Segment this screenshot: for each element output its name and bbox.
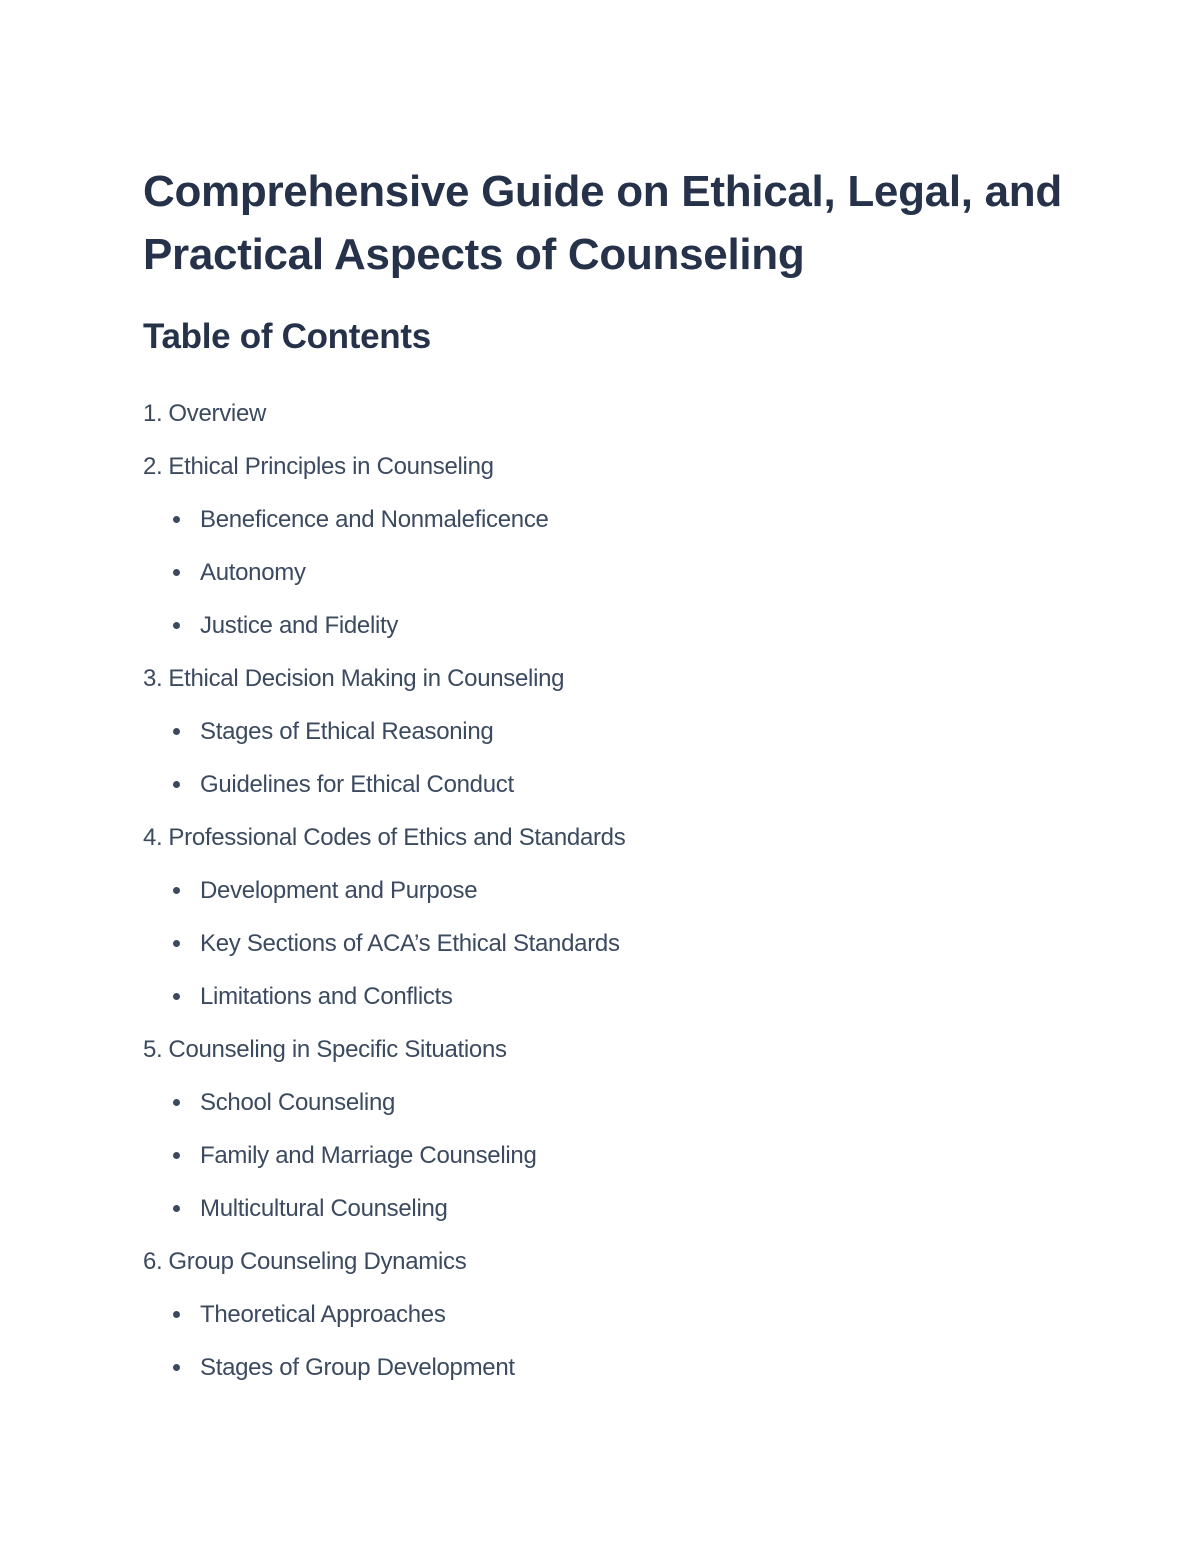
bullet-icon [173,1152,180,1159]
bullet-icon [173,1364,180,1371]
toc-sublabel: Beneficence and Nonmaleficence [200,506,549,533]
toc-subitem [143,758,1103,811]
toc-number: 3. [143,665,163,692]
bullet-icon [173,781,180,788]
toc-number: 1. [143,400,163,427]
bullet-icon [173,1311,180,1318]
toc-sublist [143,864,1103,1023]
document-page [143,160,1103,1394]
toc-heading: Table of Contents [143,317,431,356]
toc-sublabel: Guidelines for Ethical Conduct [200,771,514,798]
toc-sublist [143,1076,1103,1235]
toc-item-professional-codes [143,811,1103,1023]
toc-label: Ethical Decision Making in Counseling [168,665,565,692]
table-of-contents [143,387,1103,1394]
toc-label: Counseling in Specific Situations [168,1036,507,1063]
toc-sublabel: Justice and Fidelity [200,612,399,639]
toc-subitem [143,1341,1103,1394]
toc-number: 4. [143,824,163,851]
toc-sublabel: Stages of Ethical Reasoning [200,718,494,745]
toc-item-ethical-principles [143,440,1103,652]
toc-subitem [143,546,1103,599]
toc-sublabel: Autonomy [200,559,306,586]
toc-subitem [143,493,1103,546]
bullet-icon [173,940,180,947]
toc-sublabel: School Counseling [200,1089,396,1116]
bullet-icon [173,887,180,894]
toc-subitem [143,1182,1103,1235]
bullet-icon [173,516,180,523]
toc-sublabel: Multicultural Counseling [200,1195,448,1222]
bullet-icon [173,1099,180,1106]
bullet-icon [173,993,180,1000]
toc-sublabel: Stages of Group Development [200,1354,515,1381]
toc-label: Professional Codes of Ethics and Standards [168,824,626,851]
toc-item-ethical-decision-making [143,652,1103,811]
toc-number: 6. [143,1248,163,1275]
toc-label: Group Counseling Dynamics [168,1248,467,1275]
bullet-icon [173,622,180,629]
toc-sublist [143,1288,1103,1394]
toc-subitem [143,1129,1103,1182]
bullet-icon [173,569,180,576]
toc-sublabel: Key Sections of ACA’s Ethical Standards [200,930,620,957]
toc-sublabel: Limitations and Conflicts [200,983,453,1010]
toc-sublist [143,493,1103,652]
toc-sublabel: Family and Marriage Counseling [200,1142,537,1169]
document-title: Comprehensive Guide on Ethical, Legal, and Practical Aspects of Counseling [143,167,1062,279]
toc-subitem [143,917,1103,970]
toc-number: 2. [143,453,163,480]
bullet-icon [173,728,180,735]
toc-item-group-dynamics [143,1235,1103,1394]
toc-sublabel: Theoretical Approaches [200,1301,446,1328]
toc-item-overview [143,387,1103,440]
toc-subitem [143,970,1103,1023]
toc-item-specific-situations [143,1023,1103,1235]
toc-sublabel: Development and Purpose [200,877,478,904]
bullet-icon [173,1205,180,1212]
toc-label: Overview [168,400,267,427]
toc-subitem [143,599,1103,652]
toc-subitem [143,1288,1103,1341]
toc-subitem [143,864,1103,917]
toc-sublist [143,705,1103,811]
toc-subitem [143,1076,1103,1129]
toc-number: 5. [143,1036,163,1063]
toc-label: Ethical Principles in Counseling [168,453,494,480]
toc-subitem [143,705,1103,758]
